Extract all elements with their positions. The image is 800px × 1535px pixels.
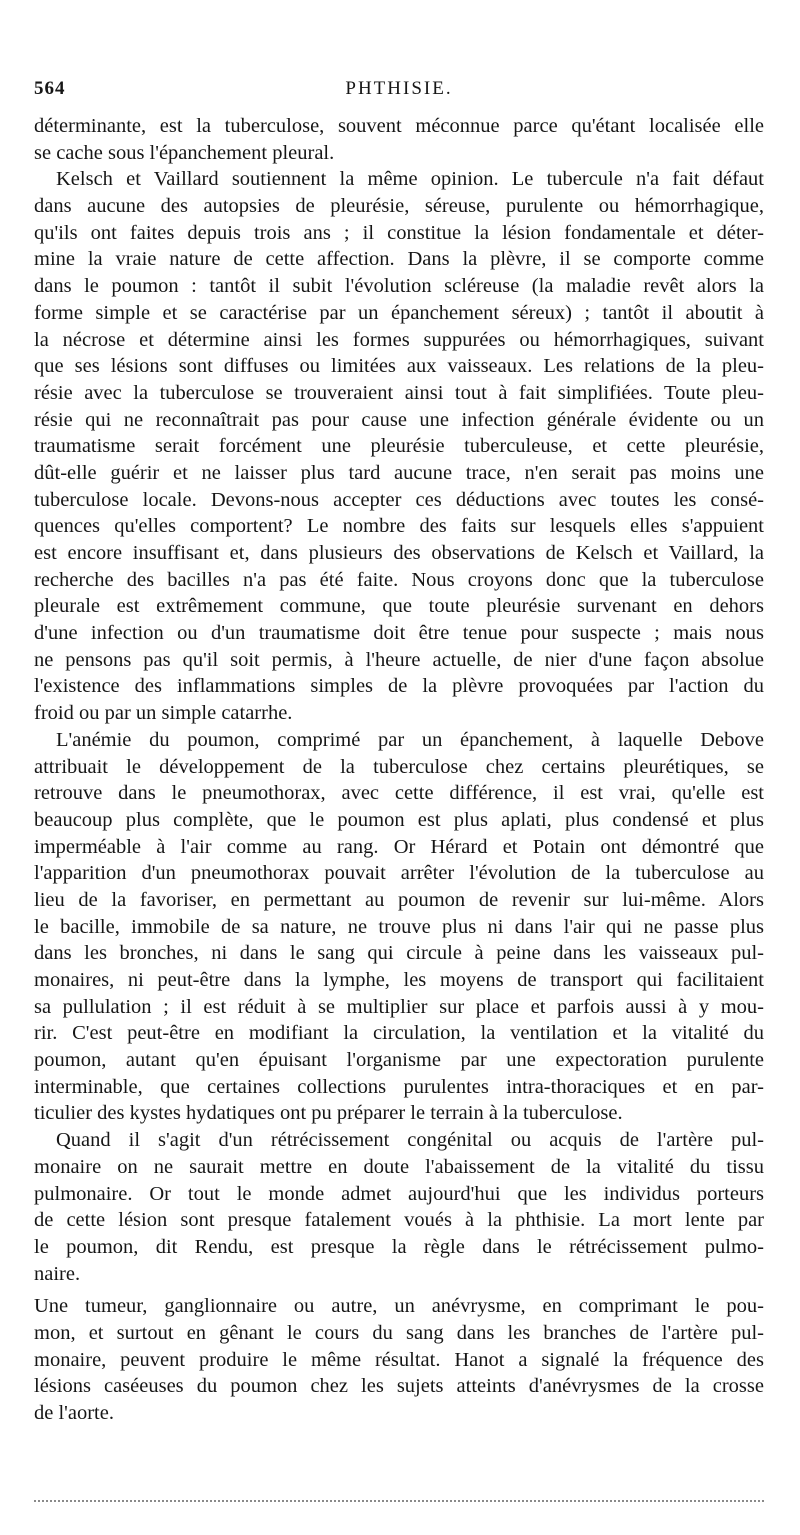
paragraph bbox=[34, 727, 764, 1127]
text-line: mon, et surtout en gênant le cours du sang dans les branches de l'artère pul- bbox=[34, 1321, 764, 1344]
text-line: se cache sous l'épanchement pleural. bbox=[34, 141, 335, 164]
text-line: traumatisme serait forcément une pleurésie tuberculeuse, et cette pleurésie, bbox=[34, 435, 764, 458]
text-line: mine la vraie nature de cette affection. Dans la plèvre, il se comporte comme bbox=[34, 248, 764, 271]
text-line: dans aucune des autopsies de pleurésie, séreuse, purulente ou hémorrhagique, bbox=[34, 195, 764, 218]
body-text bbox=[34, 113, 764, 1427]
text-line: Une tumeur, ganglionnaire ou autre, un anévrysme, en comprimant le pou- bbox=[34, 1295, 764, 1318]
text-line: attribuait le développement de la tuberculose chez certains pleurétiques, se bbox=[34, 755, 764, 778]
text-line: dût-elle guérir et ne laisser plus tard aucune trace, n'en serait pas moins une bbox=[34, 461, 764, 484]
text-line: naire. bbox=[34, 1262, 81, 1285]
text-line: résie qui ne reconnaîtrait pas pour cause une infection générale évidente ou un bbox=[34, 408, 764, 431]
text-line: l'apparition d'un pneumothorax pouvait arrêter l'évolution de la tuberculose au bbox=[34, 862, 764, 885]
text-line: Kelsch et Vaillard soutiennent la même opinion. Le tubercule n'a fait défaut bbox=[56, 168, 764, 191]
text-line: le bacille, immobile de sa nature, ne trouve plus ni dans l'air qui ne passe plus bbox=[34, 915, 764, 938]
paragraph bbox=[34, 166, 764, 726]
text-line: la nécrose et détermine ainsi les formes suppurées ou hémorrhagiques, suivant bbox=[34, 328, 764, 351]
text-line: qu'ils ont faites depuis trois ans ; il constitue la lésion fondamentale et déter- bbox=[34, 221, 764, 244]
text-line: résie avec la tuberculose se trouveraient ainsi tout à fait simplifiées. Toute pleu- bbox=[34, 381, 764, 404]
text-line: pulmonaire. Or tout le monde admet aujourd'hui que les individus porteurs bbox=[34, 1182, 764, 1205]
page-header bbox=[34, 78, 764, 108]
text-line: quences qu'elles comportent? Le nombre des faits sur lesquels elles s'appuient bbox=[34, 515, 764, 538]
footer-dotted-rule bbox=[34, 1500, 764, 1502]
text-line: ne pensons pas qu'il soit permis, à l'heure actuelle, de nier d'une façon absolue bbox=[34, 648, 764, 671]
text-line: monaire, peuvent produire le même résultat. Hanot a signalé la fréquence des bbox=[34, 1348, 764, 1371]
text-line: lésions caséeuses du poumon chez les sujets atteints d'anévrysmes de la crosse bbox=[34, 1375, 764, 1398]
text-line: d'une infection ou d'un traumatisme doit être tenue pour suspecte ; mais nous bbox=[34, 622, 764, 645]
text-line: l'existence des inflammations simples de la plèvre provoquées par l'action du bbox=[34, 675, 764, 698]
paragraph bbox=[34, 113, 764, 166]
text-line: dans le poumon : tantôt il subit l'évolution scléreuse (la maladie revêt alors la bbox=[34, 275, 764, 298]
text-line: poumon, autant qu'en épuisant l'organisme par une expectoration purulente bbox=[34, 1049, 764, 1072]
text-line: sa pullulation ; il est réduit à se multiplier sur place et parfois aussi à y mou- bbox=[34, 995, 764, 1018]
text-line: monaires, ni peut-être dans la lymphe, les moyens de transport qui facilitaient bbox=[34, 969, 764, 991]
text-line: de l'aorte. bbox=[34, 1402, 114, 1424]
text-line: tuberculose locale. Devons-nous accepter ces déductions avec toutes les consé- bbox=[34, 488, 764, 511]
running-head: PHTHISIE. bbox=[345, 78, 453, 99]
text-line: pleurale est extrêmement commune, que toute pleurésie survenant en dehors bbox=[34, 595, 764, 618]
text-line: de cette lésion sont presque fatalement voués à la phthisie. La mort lente par bbox=[34, 1209, 764, 1232]
text-line: ticulier des kystes hydatiques ont pu préparer le terrain à la tuberculose. bbox=[34, 1102, 623, 1125]
text-line: froid ou par un simple catarrhe. bbox=[34, 702, 293, 725]
text-line: retrouve dans le pneumothorax, avec cette différence, il est vrai, qu'elle est bbox=[34, 782, 764, 805]
text-line: interminable, que certaines collections purulentes intra-thoraciques et en par- bbox=[34, 1075, 764, 1098]
text-line: recherche des bacilles n'a pas été faite. Nous croyons donc que la tuberculose bbox=[34, 568, 764, 591]
text-line: L'anémie du poumon, comprimé par un épanchement, à laquelle Debove bbox=[56, 728, 764, 751]
text-line: le poumon, dit Rendu, est presque la règle dans le rétrécissement pulmo- bbox=[34, 1235, 764, 1258]
text-line: déterminante, est la tuberculose, souvent méconnue parce qu'étant localisée elle bbox=[34, 115, 764, 137]
paragraph bbox=[34, 1293, 764, 1426]
paragraph bbox=[34, 1127, 764, 1287]
text-line: beaucoup plus complète, que le poumon est plus aplati, plus condensé et plus bbox=[34, 808, 764, 831]
text-line: imperméable à l'air comme au rang. Or Hérard et Potain ont démontré que bbox=[34, 835, 764, 858]
text-line: Quand il s'agit d'un rétrécissement congénital ou acquis de l'artère pul- bbox=[56, 1129, 764, 1152]
text-line: dans les bronches, ni dans le sang qui circule à peine dans les vaisseaux pul- bbox=[34, 942, 764, 965]
text-line: lieu de la favoriser, en permettant au poumon de revenir sur lui-même. Alors bbox=[34, 888, 764, 911]
text-line: monaire on ne saurait mettre en doute l'abaissement de la vitalité du tissu bbox=[34, 1155, 764, 1178]
text-line: est encore insuffisant et, dans plusieurs des observations de Kelsch et Vaillard, la bbox=[34, 542, 764, 564]
text-line: que ses lésions sont diffuses ou limitées aux vaisseaux. Les relations de la pleu- bbox=[34, 355, 764, 378]
text-line: forme simple et se caractérise par un épanchement séreux) ; tantôt il aboutit à bbox=[34, 301, 764, 324]
text-line: rir. C'est peut-être en modifiant la circulation, la ventilation et la vitalité du bbox=[34, 1022, 764, 1045]
page-number: 564 bbox=[34, 78, 66, 99]
